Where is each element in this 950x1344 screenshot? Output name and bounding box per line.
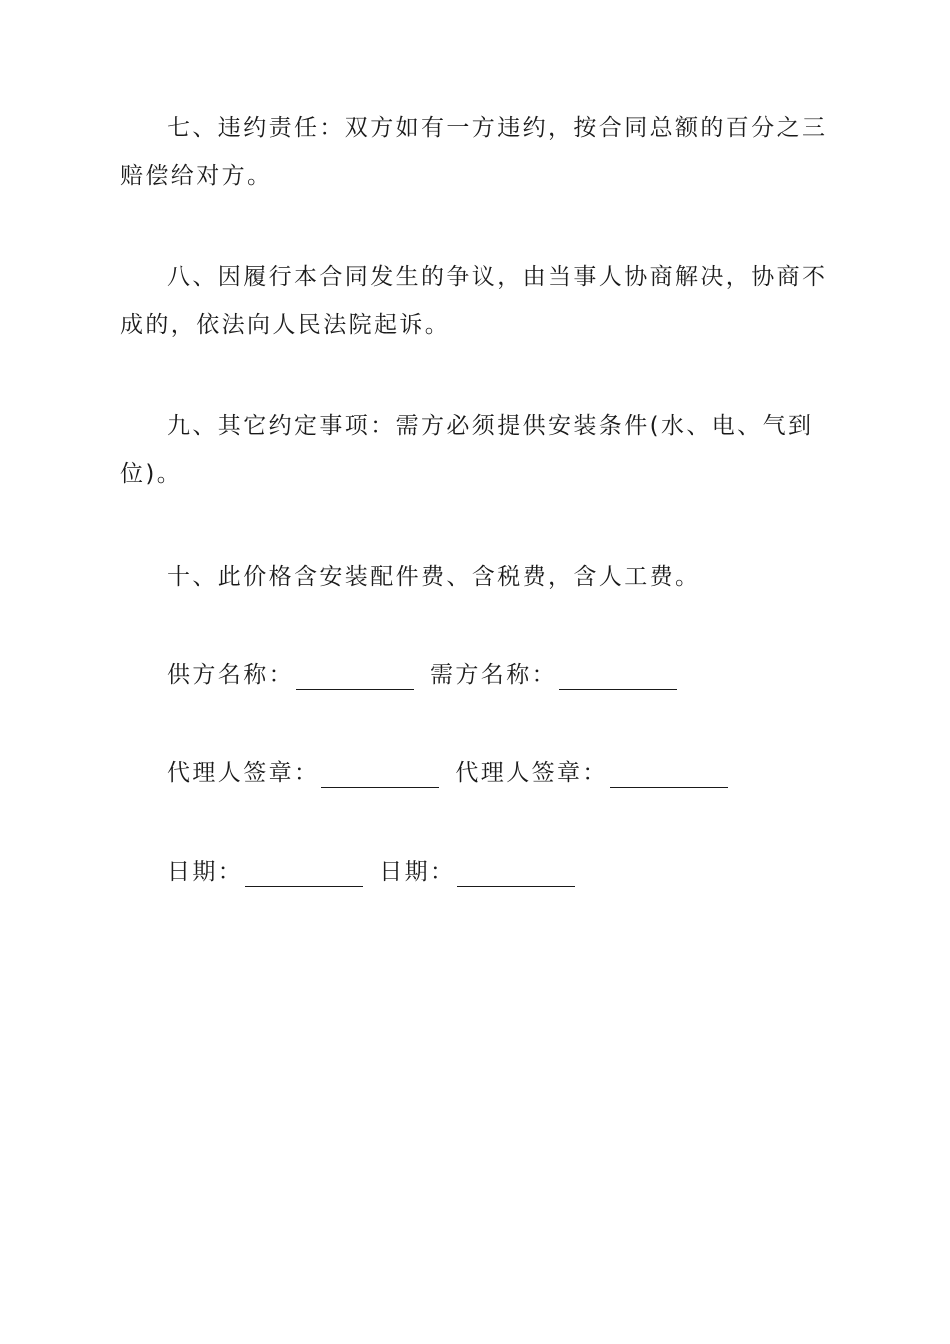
clause-7-breach-liability: 七、违约责任：双方如有一方违约，按合同总额的百分之三赔偿给对方。: [120, 115, 828, 189]
buyer-date-label: 日期：: [379, 859, 456, 885]
clause-9-other-terms: 九、其它约定事项：需方必须提供安装条件(水、电、气到位)。: [120, 413, 814, 487]
buyer-date-blank[interactable]: [457, 864, 575, 887]
clause-10-price-terms: 十、此价格含安装配件费、含税费，含人工费。: [167, 564, 701, 590]
party-names-row: [167, 660, 677, 690]
supplier-agent-sign-blank[interactable]: [321, 765, 439, 788]
supplier-agent-sign-label: 代理人签章：: [167, 760, 320, 786]
clause-8-dispute-resolution: 八、因履行本合同发生的争议，由当事人协商解决，协商不成的，依法向人民法院起诉。: [120, 264, 828, 338]
buyer-agent-sign-blank[interactable]: [610, 765, 728, 788]
buyer-name-label: 需方名称：: [430, 662, 557, 688]
supplier-name-label: 供方名称：: [167, 662, 294, 688]
agent-signature-row: [167, 758, 728, 788]
supplier-name-blank[interactable]: [296, 667, 414, 690]
supplier-date-blank[interactable]: [245, 864, 363, 887]
date-row: [167, 857, 575, 887]
buyer-agent-sign-label: 代理人签章：: [455, 760, 608, 786]
buyer-name-blank[interactable]: [559, 667, 677, 690]
supplier-date-label: 日期：: [167, 859, 244, 885]
